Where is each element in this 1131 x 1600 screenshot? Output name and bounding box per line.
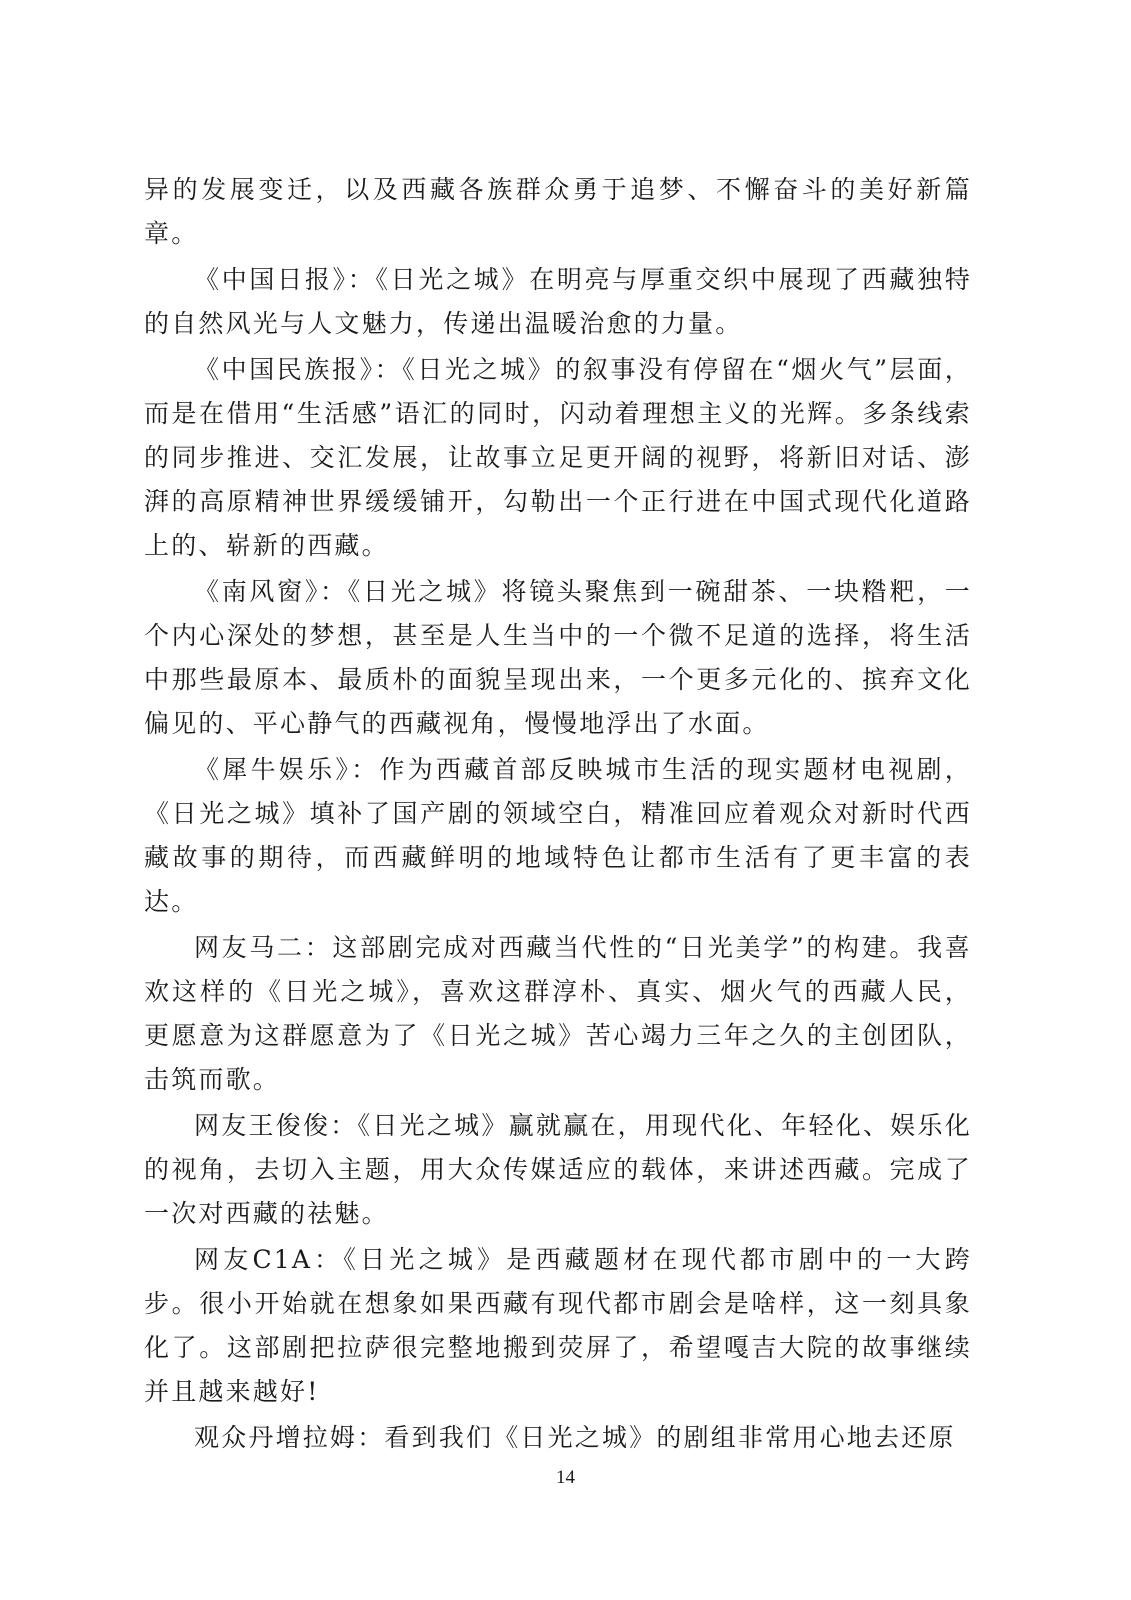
comment-viewer-danzeng-lamu: 观众丹增拉姆：看到我们《日光之城》的剧组非常用心地去还原: [194, 1423, 956, 1452]
review-south-reviews: 《南风窗》：《日光之城》将镜头聚焦到一碗甜茶、一块糌粑，一个内心深处的梦想，甚至是人生当中的一个微不足道的选择，将生活中那些最原本、最质朴的面貌呈现出来，一个更多元化的、摈弃文化偏见的、平心静气的西藏视角，慢慢地浮出了水面。: [144, 577, 972, 738]
comment-netizen-ma-er: 网友马二：这部剧完成对西藏当代性的“日光美学”的构建。我喜欢这样的《日光之城》，喜欢这群淳朴、真实、烟火气的西藏人民，更愿意为这群愿意为了《日光之城》苦心竭力三年之久的主创团队，击筑而歌。: [144, 933, 972, 1094]
comment-netizen-wang-junjun: 网友王俊俊：《日光之城》赢就赢在，用现代化、年轻化、娱乐化的视角，去切入主题，用大众传媒适应的载体，来讲述西藏。完成了一次对西藏的祛魅。: [144, 1111, 972, 1228]
review-china-daily: 《中国日报》：《日光之城》在明亮与厚重交织中展现了西藏独特的自然风光与人文魅力，传递出温暖治愈的力量。: [144, 265, 972, 338]
review-rhino-entertainment: 《犀牛娱乐》：作为西藏首部反映城市生活的现实题材电视剧，《日光之城》填补了国产剧的领域空白，精准回应着观众对新时代西藏故事的期待，而西藏鲜明的地域特色让都市生活有了更丰富的表达。: [144, 755, 972, 916]
body-text: [144, 168, 972, 1462]
paragraph-continuation: 异的发展变迁，以及西藏各族群众勇于追梦、不懈奋斗的美好新篇章。: [144, 175, 972, 248]
review-china-ethnic-news: 《中国民族报》：《日光之城》的叙事没有停留在“烟火气”层面，而是在借用“生活感”语汇的同时，闪动着理想主义的光辉。多条线索的同步推进、交汇发展，让故事立足更开阔的视野，将新旧对话、澎湃的高原精神世界缓缓铺开，勾勒出一个正行进在中国式现代化道路上的、崭新的西藏。: [144, 355, 972, 560]
comment-netizen-c1a: 网友C1A：《日光之城》是西藏题材在现代都市剧中的一大跨步。很小开始就在想象如果西藏有现代都市剧会是啥样，这一刻具象化了。这部剧把拉萨很完整地搬到荧屏了，希望嘎吉大院的故事继续并且越来越好!: [144, 1245, 972, 1406]
page-number: 14: [556, 1467, 575, 1488]
